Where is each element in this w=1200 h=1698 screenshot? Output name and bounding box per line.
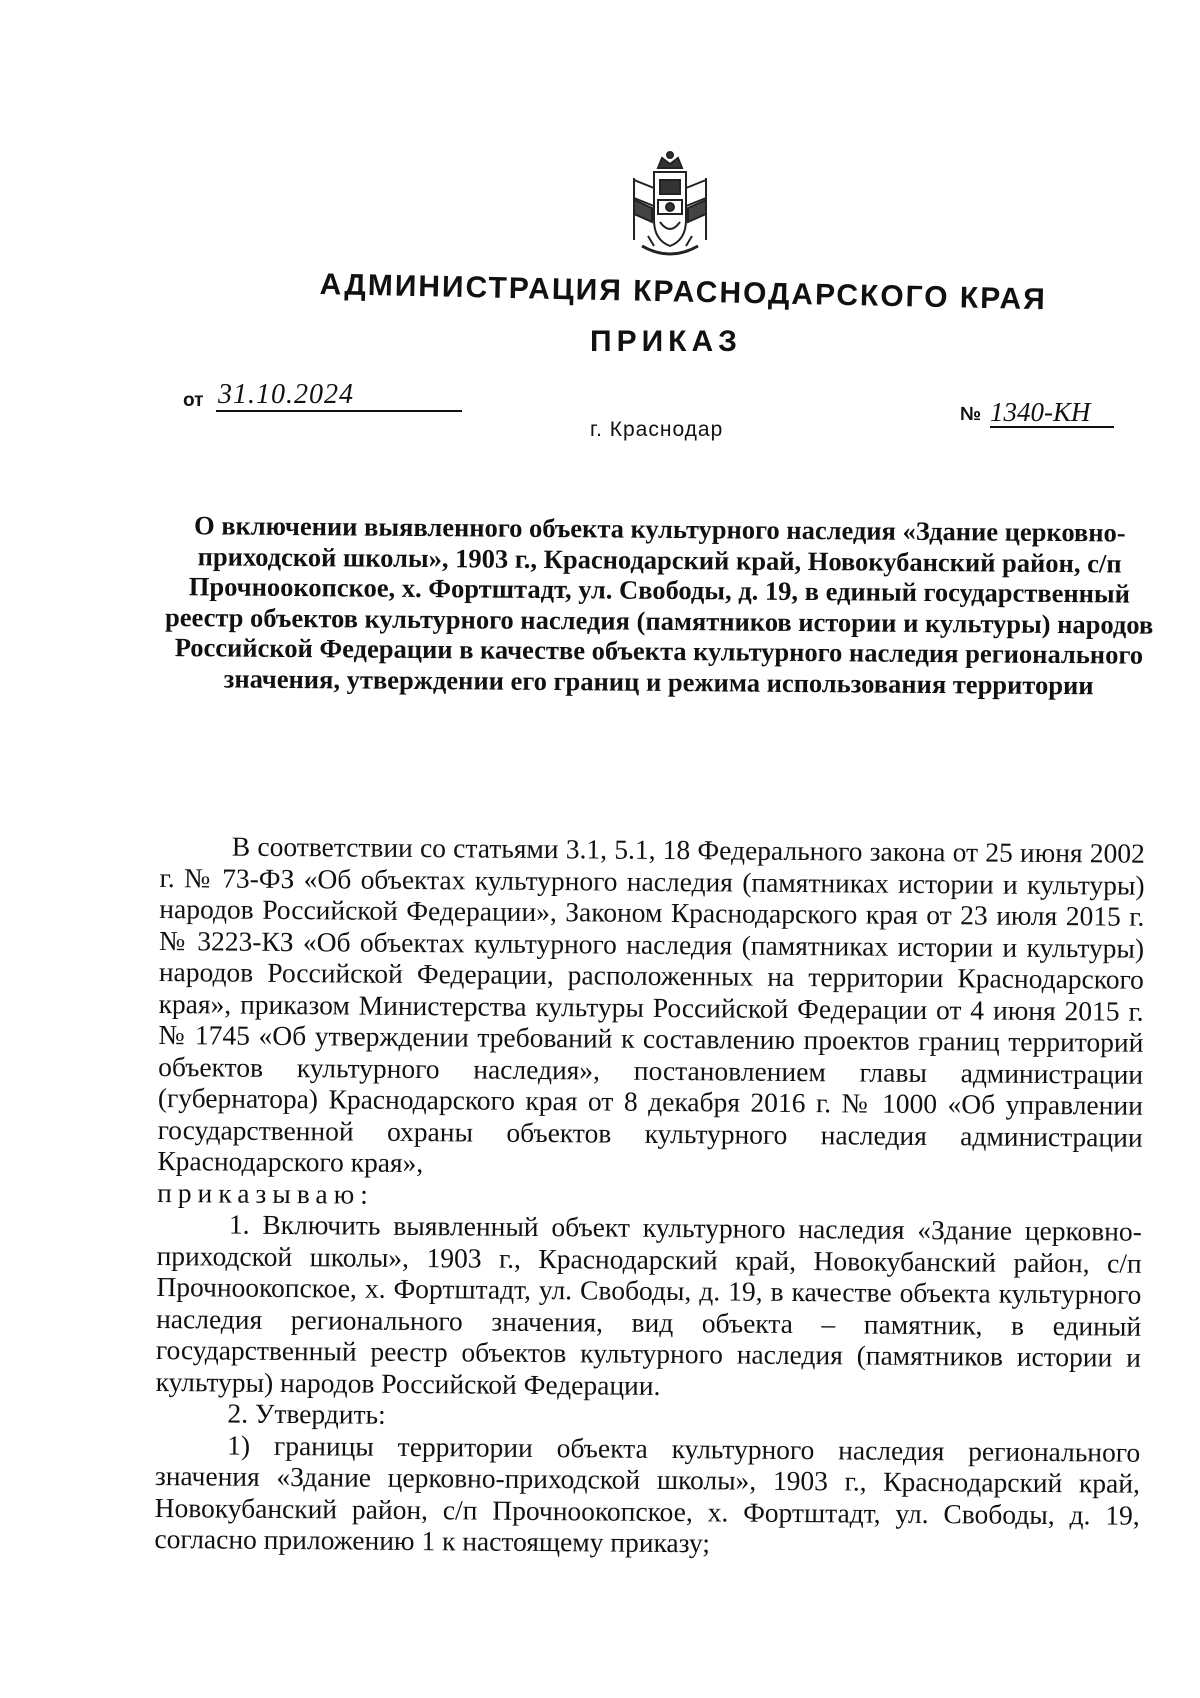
item-2-paragraph: 2. Утвердить: — [227, 1397, 386, 1430]
organization-name: АДМИНИСТРАЦИЯ КРАСНОДАРСКОГО КРАЯ — [319, 268, 1048, 317]
preamble-paragraph: В соответствии со статьями 3.1, 5.1, 18 Федерального закона от 25 июня 2002 г. № 73-ФЗ «Об объектах культурного наследия (памятниках истории и культуры) народов Российской Федерации», Законом Краснодарского края от 23 июля 2015 г. № 3223-КЗ «Об объектах культурного наследия (памятниках истории и культуры) народов Российской Федерации, расположенных на территории Краснодарского края», приказом Министерства культуры Российской Федерации от 4 июня 2015 г. № 1745 «Об утверждении требований к составлению проектов границ территорий объектов культурного наследия», постановлением главы администрации (губернатора) Краснодарского края от 8 декабря 2016 г. № 1000 «Об управлении государственной охраны объектов культурного наследия администрации Краснодарского края», — [157, 830, 1145, 1179]
date-label: от — [183, 390, 204, 411]
item-2-1-paragraph: 1) границы территории объекта культурного наследия регионального значения «Здание церковно-приходской школы», 1903 г., Краснодарский край, Новокубанский район, с/п Прочноокопское, х. Фортштадт, ул. Свободы, д. 19, согласно приложению 1 к настоящему приказу; — [154, 1429, 1141, 1559]
document-subject: О включении выявленного объекта культурного наследия «Здание церковно-приходской школы», 1903 г., Краснодарский край, Новокубанский район, с/п Прочноокопское, х. Фортштадт, ул. Свободы, д. 19, в единый государственный реестр объектов культурного наследия (памятников истории и культуры) народов Российской Федерации в качестве объекта культурного наследия регионального значения, утверждении его границ и режима использования территории — [164, 510, 1154, 700]
document-body — [154, 830, 1145, 1562]
document-city: г. Краснодар — [590, 418, 724, 441]
document-number: 1340-КН — [990, 398, 1114, 428]
number-label: № — [960, 404, 982, 425]
document-type: ПРИКАЗ — [590, 325, 742, 358]
order-word: приказываю: — [157, 1176, 374, 1210]
item-1-paragraph: 1. Включить выявленный объект культурного наследия «Здание церковно-приходской школы», 1903 г., Краснодарский край, Новокубанский район, с/п Прочноокопское, х. Фортштадт, ул. Свободы, д. 19, в качестве объекта культурного наследия регионального значения, вид объекта – памятник, в единый государственный реестр объектов культурного наследия (памятников истории и культуры) народов Российской Федерации. — [155, 1208, 1143, 1401]
coat-of-arms-icon — [624, 150, 716, 262]
document-date: 31.10.2024 — [216, 380, 462, 412]
